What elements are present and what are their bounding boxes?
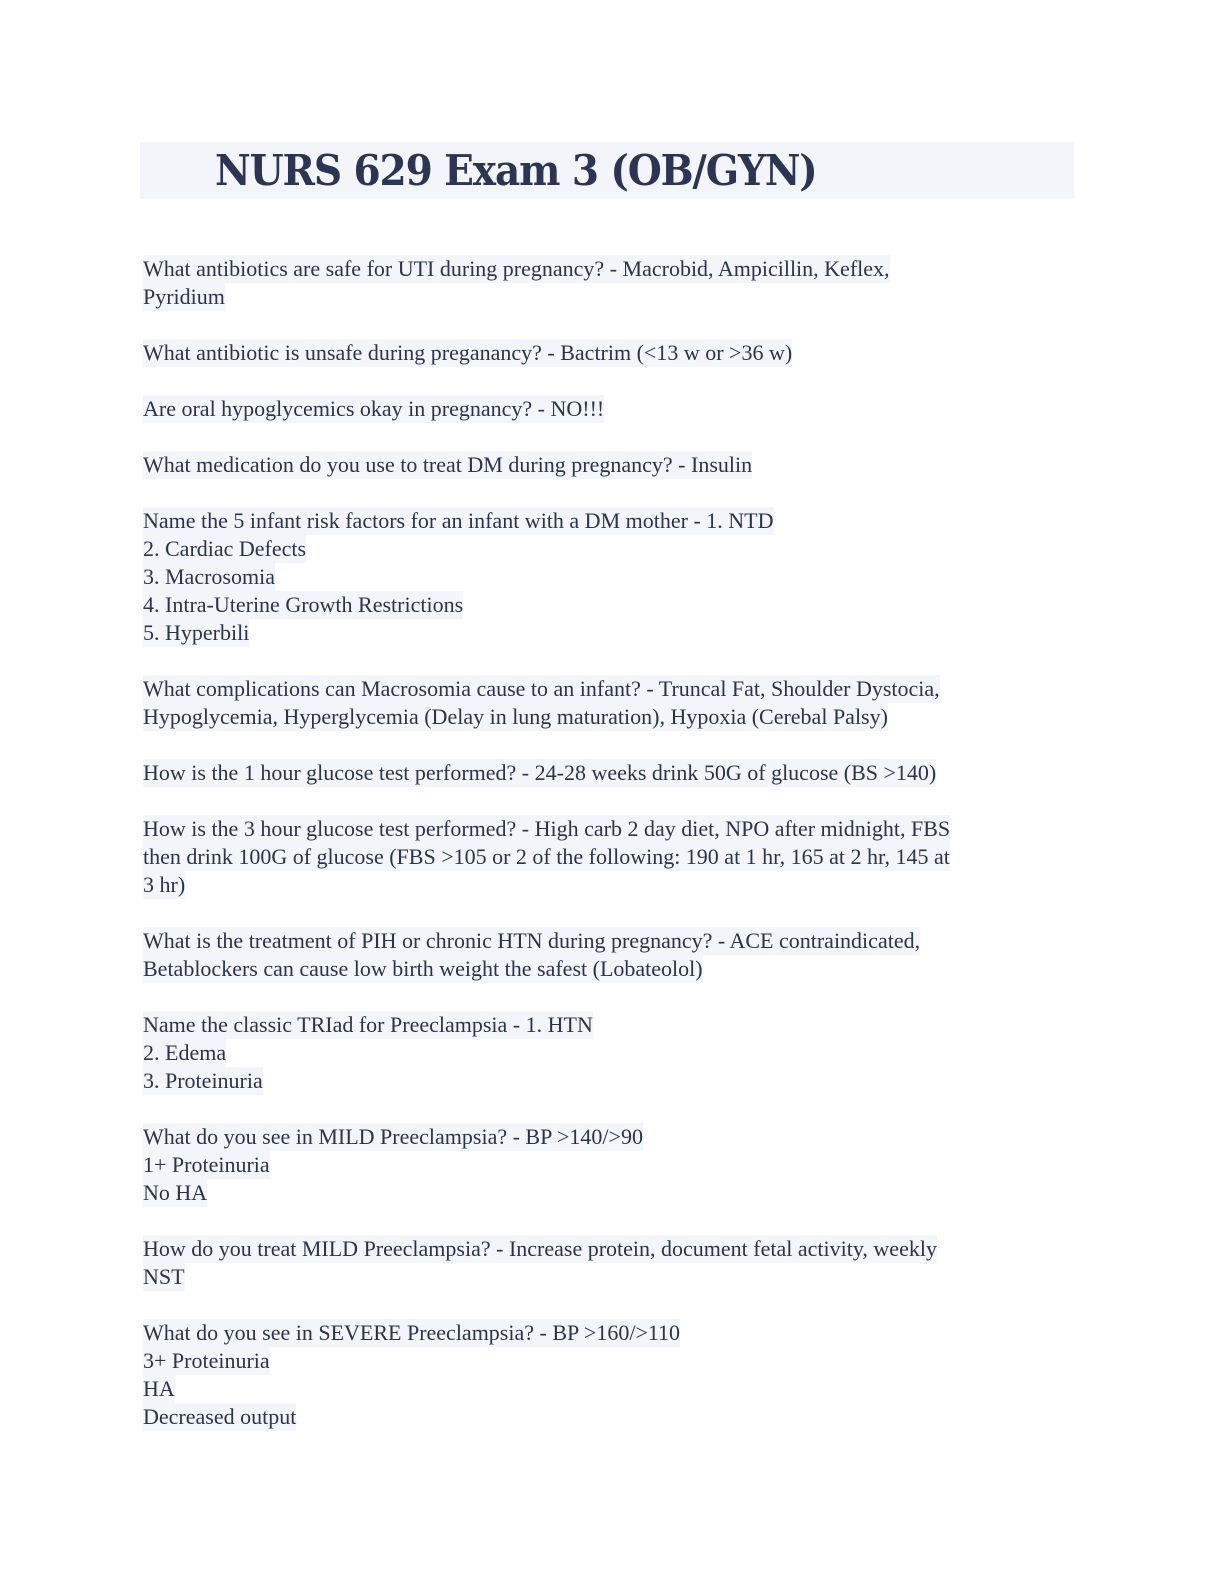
answer-line: 5. Hyperbili <box>143 620 250 645</box>
answer-line: 3. Proteinuria <box>143 1068 263 1093</box>
answer-line: 4. Intra-Uterine Growth Restrictions <box>143 592 464 617</box>
question-line: Name the 5 infant risk factors for an infant with a DM mother - 1. NTD <box>143 508 774 533</box>
answer-line: HA <box>143 1376 175 1401</box>
qa-entry <box>143 1319 1073 1431</box>
answer-line: No HA <box>143 1180 208 1205</box>
answer-line: 2. Cardiac Defects <box>143 536 307 561</box>
question-line: What is the treatment of PIH or chronic HTN during pregnancy? - ACE contraindicated, <box>143 928 921 953</box>
question-line: What medication do you use to treat DM during pregnancy? - Insulin <box>143 452 753 477</box>
answer-line: 1+ Proteinuria <box>143 1152 270 1177</box>
question-line: How do you treat MILD Preeclampsia? - Increase protein, document fetal activity, weekly <box>143 1236 937 1261</box>
answer-line: then drink 100G of glucose (FBS >105 or 2 of the following: 190 at 1 hr, 165 at 2 hr, 145 at <box>143 844 950 869</box>
qa-entry <box>143 451 1073 479</box>
question-line: How is the 1 hour glucose test performed? - 24-28 weeks drink 50G of glucose (BS >140) <box>143 760 937 785</box>
qa-entry <box>143 759 1073 787</box>
answer-line: 3+ Proteinuria <box>143 1348 270 1373</box>
qa-entry <box>143 1011 1073 1095</box>
question-line: What antibiotics are safe for UTI during pregnancy? - Macrobid, Ampicillin, Keflex, <box>143 256 890 281</box>
answer-line: 3. Macrosomia <box>143 564 275 589</box>
qa-entry <box>143 339 1073 367</box>
question-line: What antibiotic is unsafe during preganancy? - Bactrim (<13 w or >36 w) <box>143 340 793 365</box>
answer-line: Betablockers can cause low birth weight the safest (Lobateolol) <box>143 956 703 981</box>
qa-entry <box>143 507 1073 647</box>
qa-entry <box>143 255 1073 311</box>
qa-entry <box>143 1235 1073 1291</box>
question-line: Are oral hypoglycemics okay in pregnancy? - NO!!! <box>143 396 605 421</box>
qa-entry <box>143 395 1073 423</box>
question-line: What do you see in MILD Preeclampsia? - BP >140/>90 <box>143 1124 643 1149</box>
answer-line: Hypoglycemia, Hyperglycemia (Delay in lung maturation), Hypoxia (Cerebal Palsy) <box>143 704 888 729</box>
document-title: NURS 629 Exam 3 (OB/GYN) <box>215 146 817 195</box>
qa-entry <box>143 675 1073 731</box>
question-line: What do you see in SEVERE Preeclampsia? - BP >160/>110 <box>143 1320 681 1345</box>
title-banner <box>140 142 1074 199</box>
answer-line: 3 hr) <box>143 872 186 897</box>
question-line: What complications can Macrosomia cause to an infant? - Truncal Fat, Shoulder Dystocia, <box>143 676 940 701</box>
answer-line: 2. Edema <box>143 1040 227 1065</box>
qa-entry <box>143 1123 1073 1207</box>
answer-line: Decreased output <box>143 1404 297 1429</box>
qa-entry <box>143 927 1073 983</box>
qa-list <box>143 255 1073 1459</box>
question-line: How is the 3 hour glucose test performed? - High carb 2 day diet, NPO after midnight, FBS <box>143 816 951 841</box>
answer-line: NST <box>143 1264 185 1289</box>
qa-entry <box>143 815 1073 899</box>
question-line: Name the classic TRIad for Preeclampsia - 1. HTN <box>143 1012 593 1037</box>
answer-line: Pyridium <box>143 284 225 309</box>
